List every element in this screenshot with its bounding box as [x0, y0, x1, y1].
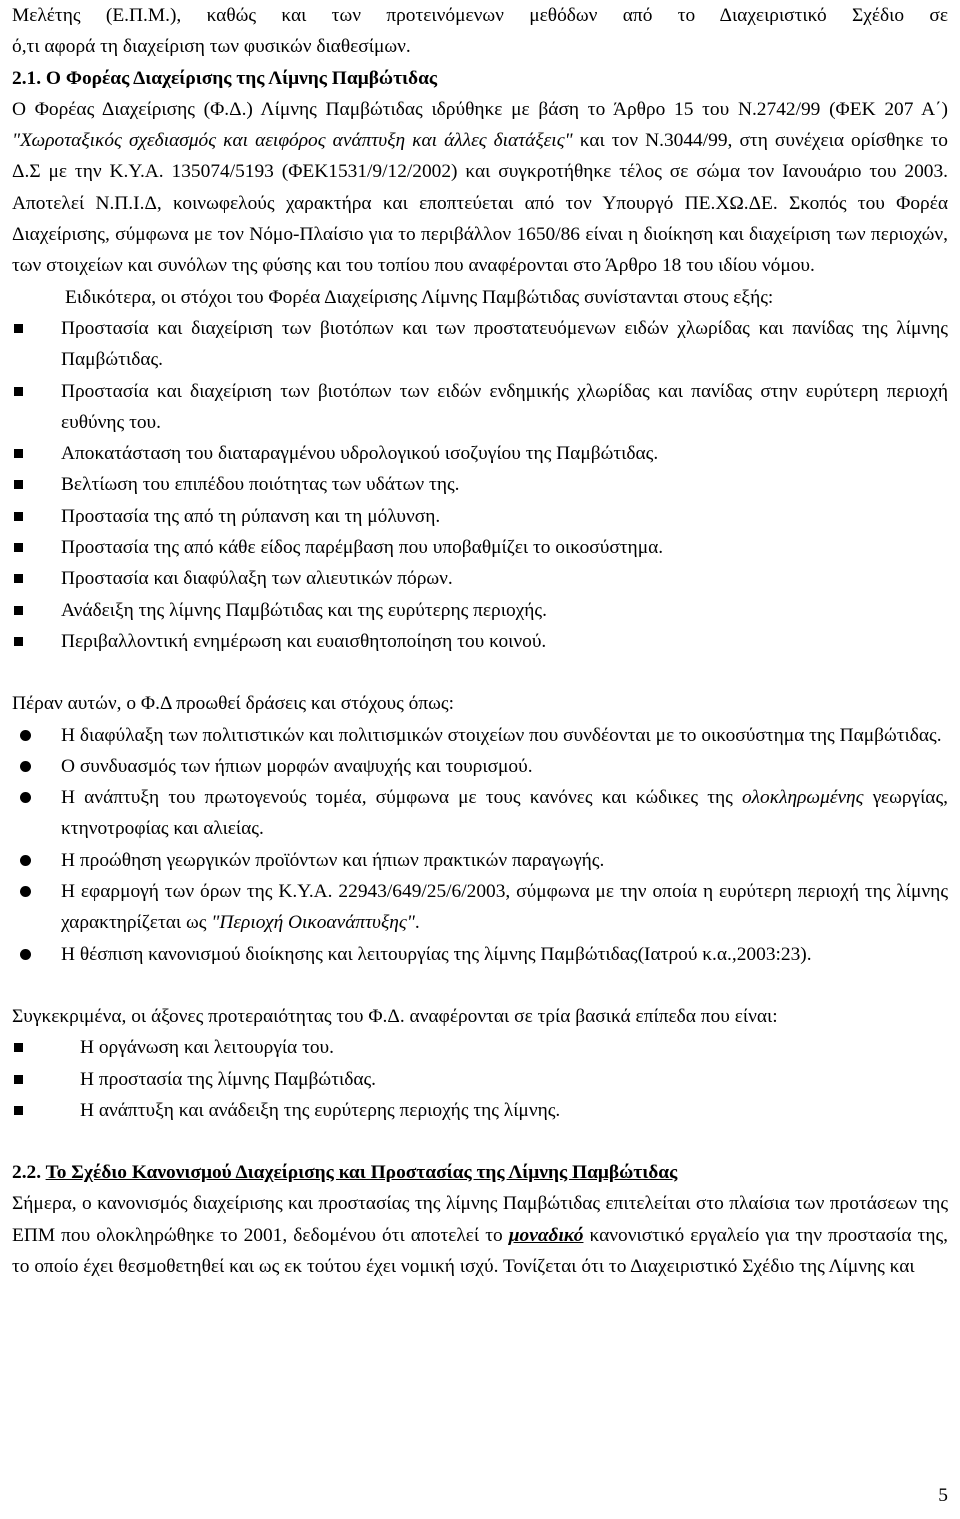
paragraph-actions-intro: Πέραν αυτών, ο Φ.Δ προωθεί δράσεις και στόχους όπως: — [12, 693, 454, 715]
square-bullet-icon — [14, 606, 23, 615]
document-page — [12, 0, 948, 1282]
spacer — [12, 1126, 948, 1157]
list-item: Προστασία και διαφύλαξη των αλιευτικών πόρων. — [12, 563, 948, 594]
square-bullet-icon — [14, 543, 23, 552]
round-bullet-icon — [20, 855, 31, 866]
actions-list — [12, 720, 948, 970]
spacer — [12, 657, 948, 688]
list-item: Η προώθηση γεωργικών προϊόντων και ήπιων πρακτικών παραγωγής. — [12, 845, 948, 876]
square-bullet-icon — [14, 387, 23, 396]
list-item: Ο συνδυασμός των ήπιων μορφών αναψυχής και τουρισμού. — [12, 751, 948, 782]
list-item: Η ανάπτυξη του πρωτογενούς τομέα, σύμφωνα με τους κανόνες και κώδικες της ολοκληρωμένης γεωργίας, κτηνοτροφίας και αλιείας. — [12, 782, 948, 845]
intro-line-2: ό,τι αφορά τη διαχείριση των φυσικών διαθεσίμων. — [12, 36, 411, 58]
square-bullet-icon — [14, 574, 23, 583]
round-bullet-icon — [20, 730, 31, 741]
list-item: Ανάδειξη της λίμνης Παμβώτιδας και της ευρύτερης περιοχής. — [12, 595, 948, 626]
axes-list — [12, 1032, 948, 1126]
list-item: Η θέσπιση κανονισμού διοίκησης και λειτουργίας της λίμνης Παμβώτιδας(Ιατρού κ.α.,2003:23). — [12, 939, 948, 970]
list-item: Προστασία της από κάθε είδος παρέμβαση που υποβαθμίζει το οικοσύστημα. — [12, 532, 948, 563]
list-item: Η προστασία της λίμνης Παμβώτιδας. — [12, 1064, 948, 1095]
square-bullet-icon — [14, 1043, 23, 1052]
list-item: Η διαφύλαξη των πολιτιστικών και πολιτισμικών στοιχείων που συνδέονται με το οικοσύστημα της Παμβώτιδας. — [12, 720, 948, 751]
square-bullet-icon — [14, 1106, 23, 1115]
intro-line-1: Μελέτης (Ε.Π.Μ.), καθώς και των προτεινόμενων μεθόδων από το Διαχειριστικό Σχέδιο σε — [12, 5, 948, 26]
list-item: Η εφαρμογή των όρων της Κ.Υ.Α. 22943/649/25/6/2003, σύμφωνα με την οποία η ευρύτερη περιοχή της λίμνης χαρακτηρίζεται ως "Περιοχή Οικοανάπτυξης". — [12, 876, 948, 939]
section-heading-2-1: 2.1. Ο Φορέας Διαχείρισης της Λίμνης Παμβώτιδας — [12, 67, 438, 89]
list-item: Η οργάνωση και λειτουργία του. — [12, 1032, 948, 1063]
spacer — [12, 970, 948, 1001]
list-item: Προστασία και διαχείριση των βιοτόπων των ειδών ενδημικής χλωρίδας και πανίδας στην ευρύτερη περιοχή ευθύνης του. — [12, 376, 948, 439]
square-bullet-icon — [14, 480, 23, 489]
square-bullet-icon — [14, 637, 23, 646]
list-item: Προστασία της από τη ρύπανση και τη μόλυνση. — [12, 501, 948, 532]
paragraph-regulation: Σήμερα, ο κανονισμός διαχείρισης και προστασίας της λίμνης Παμβώτιδας επιτελείται στο πλαίσια των προτάσεων της ΕΠΜ που ολοκληρώθηκε το 2001, δεδομένου ότι αποτελεί το μοναδικό κανονιστικό εργαλείο για την προστασία της, το οποίο έχει θεσμοθετηθεί και ως εκ τούτου έχει νομική ισχύ. Τονίζεται ότι το Διαχειριστικό Σχέδιο της Λίμνης και — [12, 1193, 948, 1277]
paragraph-axes-intro: Συγκεκριμένα, οι άξονες προτεραιότητας του Φ.Δ. αναφέρονται σε τρία βασικά επίπεδα που είναι: — [12, 1005, 778, 1027]
round-bullet-icon — [20, 761, 31, 772]
list-item: Προστασία και διαχείριση των βιοτόπων και των προστατευόμενων ειδών χλωρίδας και πανίδας της λίμνης Παμβώτιδας. — [12, 313, 948, 376]
list-item: Περιβαλλοντική ενημέρωση και ευαισθητοποίηση του κοινού. — [12, 626, 948, 657]
page-number: 5 — [938, 1485, 948, 1506]
list-item: Αποκατάσταση του διαταραγμένου υδρολογικού ισοζυγίου της Παμβώτιδας. — [12, 438, 948, 469]
goals-list — [12, 313, 948, 657]
paragraph-foreas: Ο Φορέας Διαχείρισης (Φ.Δ.) Λίμνης Παμβώτιδας ιδρύθηκε με βάση το Άρθρο 15 του Ν.2742/99 (ΦΕΚ 207 Α΄) "Χωροταξικός σχεδιασμός και αειφόρος ανάπτυξη και άλλες διατάξεις" και τον Ν.3044/99, στη συνέχεια ορίσθηκε το Δ.Σ με την Κ.Υ.Α. 135074/5193 (ΦΕΚ1531/9/12/2002) και συγκροτήθηκε τέλος σε σώμα τον Ιανουάριο του 2003. Αποτελεί Ν.Π.Ι.Δ, κοινωφελούς χαρακτήρα και εποπτεύεται από τον Υπουργό ΠΕ.ΧΩ.ΔΕ. Σκοπός του Φορέα Διαχείρισης, σύμφωνα με τον Νόμο-Πλαίσιο για το περιβάλλον 1650/86 είναι η διοίκηση και διαχείριση των περιοχών, των στοιχείων και συνόλων της φύσης και του τοπίου που αναφέρονται στο Άρθρο 18 του ιδίου νόμου. — [12, 98, 948, 277]
list-item: Βελτίωση του επιπέδου ποιότητας των υδάτων της. — [12, 469, 948, 500]
round-bullet-icon — [20, 886, 31, 897]
square-bullet-icon — [14, 1075, 23, 1084]
list-item: Η ανάπτυξη και ανάδειξη της ευρύτερης περιοχής της λίμνης. — [12, 1095, 948, 1126]
round-bullet-icon — [20, 949, 31, 960]
section-heading-2-2: 2.2. Το Σχέδιο Κανονισμού Διαχείρισης και Προστασίας της Λίμνης Παμβώτιδας — [12, 1162, 678, 1184]
square-bullet-icon — [14, 512, 23, 521]
square-bullet-icon — [14, 449, 23, 458]
square-bullet-icon — [14, 324, 23, 333]
round-bullet-icon — [20, 792, 31, 803]
paragraph-goals-intro: Ειδικότερα, οι στόχοι του Φορέα Διαχείρισης Λίμνης Παμβώτιδας συνίστανται στους εξής: — [65, 286, 774, 308]
